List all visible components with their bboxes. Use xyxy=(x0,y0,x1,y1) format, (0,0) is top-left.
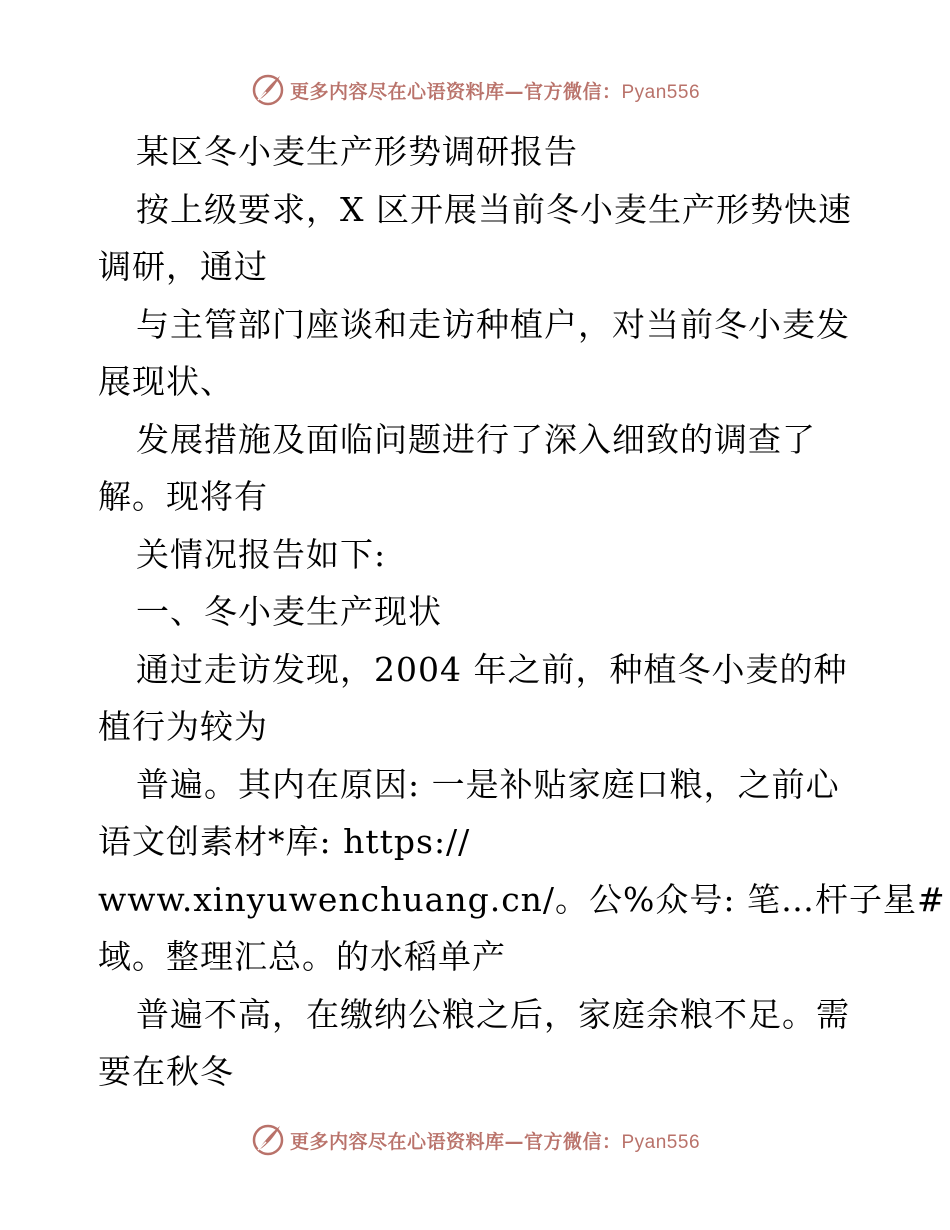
paragraph-line: 解。现将有 xyxy=(98,477,268,516)
banner-dash: — xyxy=(504,80,524,103)
banner-wechat-id: Pyan556 xyxy=(621,1131,701,1153)
banner-wechat-id: Pyan556 xyxy=(621,81,701,103)
paragraph-line: 按上级要求，X 区开展当前冬小麦生产形势快速 xyxy=(136,189,852,229)
banner-main-text: 更多内容尽在心语资料库 xyxy=(289,80,505,103)
footer-banner xyxy=(0,1120,950,1160)
paragraph-line: 植行为较为 xyxy=(98,707,268,746)
paragraph-line: 关情况报告如下: xyxy=(136,534,387,574)
paragraph-line: 与主管部门座谈和走访种植户，对当前冬小麦发 xyxy=(136,304,850,344)
paragraph-line: 调研，通过 xyxy=(98,247,268,286)
paragraph-line: www.xinyuwenchuang.cn/。公%众号: 笔…杆子星# xyxy=(98,879,946,919)
paragraph-line: 展现状、 xyxy=(98,362,234,401)
header-banner xyxy=(0,70,950,110)
paragraph-line: 要在秋冬 xyxy=(98,1052,234,1091)
banner-text xyxy=(290,77,700,104)
banner-official-label: 官方微信： xyxy=(523,80,622,103)
paragraph-line: 通过走访发现，2004 年之前，种植冬小麦的种 xyxy=(136,649,848,689)
paragraph-line: 域。整理汇总。的水稻单产 xyxy=(98,937,506,976)
paragraph-line: 普遍。其内在原因: 一是补贴家庭口粮，之前心 xyxy=(136,764,840,804)
paragraph-line: 普遍不高，在缴纳公粮之后，家庭余粮不足。需 xyxy=(136,994,850,1034)
paragraph-line: 语文创素材*库: https:// xyxy=(98,822,471,861)
feather-pen-circle-icon xyxy=(250,1122,286,1158)
section-heading: 一、冬小麦生产现状 xyxy=(136,592,442,631)
feather-pen-circle-icon xyxy=(250,72,286,108)
banner-dash: — xyxy=(504,1130,524,1153)
paragraph-line: 发展措施及面临问题进行了深入细致的调查了 xyxy=(136,419,816,459)
banner-main-text: 更多内容尽在心语资料库 xyxy=(289,1130,505,1153)
banner-official-label: 官方微信： xyxy=(523,1130,622,1153)
banner-text xyxy=(290,1127,700,1154)
document-body xyxy=(98,123,946,1101)
document-title: 某区冬小麦生产形势调研报告 xyxy=(136,132,578,171)
